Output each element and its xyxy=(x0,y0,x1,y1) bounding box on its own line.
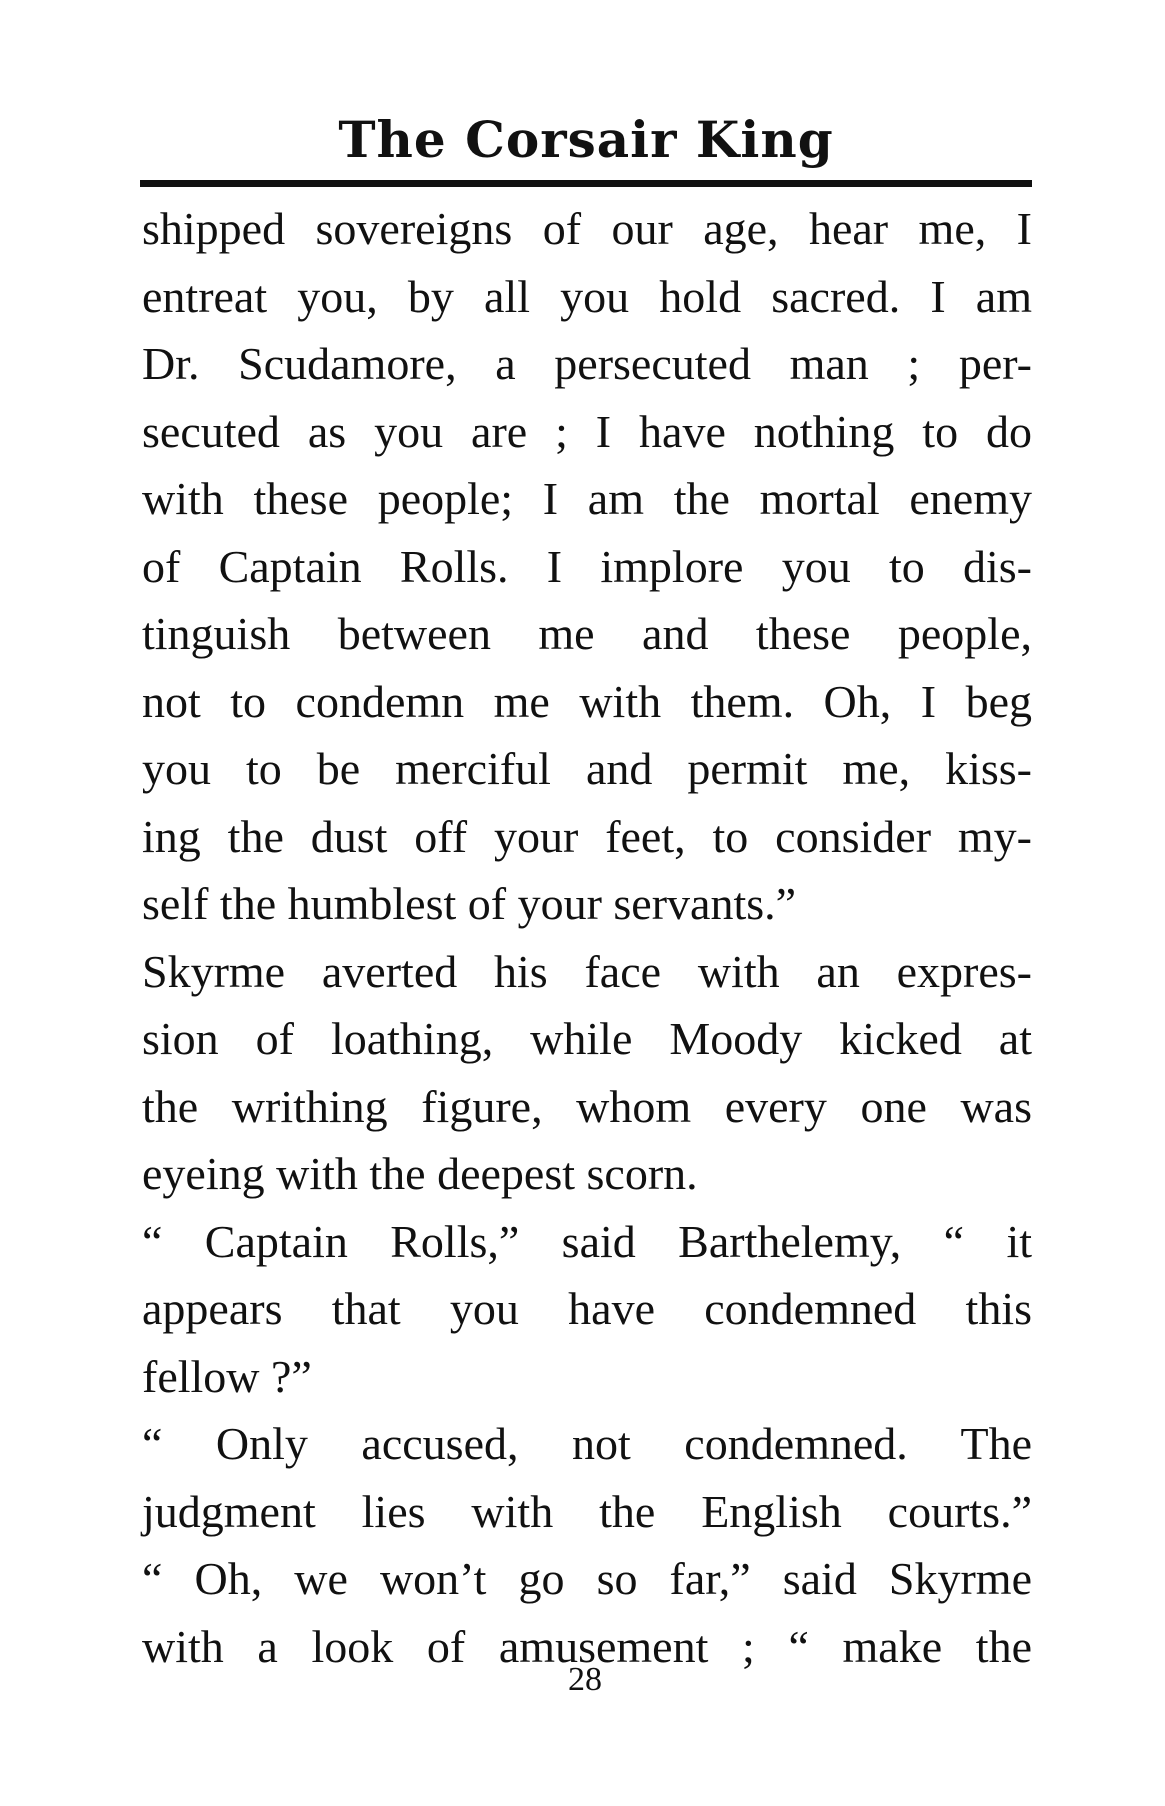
text-line: ing the dust off your feet, to consider my- xyxy=(142,810,1032,862)
text-line: shipped sovereigns of our age, hear me, I xyxy=(142,203,1032,254)
running-head-title: The Corsair King xyxy=(338,110,834,169)
page-number: 28 xyxy=(568,1661,602,1698)
text-line: not to condemn me with them. Oh, I beg xyxy=(142,675,1032,727)
text-line: self the humblest of your servants.” xyxy=(142,878,797,929)
text-line: judgment lies with the English courts.” xyxy=(142,1485,1032,1537)
text-line: with these people; I am the mortal enemy xyxy=(142,473,1032,524)
text-line: with a look of amusement ; “ make the xyxy=(142,1620,1032,1672)
text-line: entreat you, by all you hold sacred. I am xyxy=(142,270,1032,322)
text-line: “ Only accused, not condemned. The xyxy=(142,1418,1032,1469)
text-line: the writhing figure, whom every one was xyxy=(142,1080,1032,1132)
text-line: “ Captain Rolls,” said Barthelemy, “ it xyxy=(142,1215,1032,1267)
header-rule xyxy=(140,180,1032,187)
text-line: sion of loathing, while Moody kicked at xyxy=(142,1013,1032,1064)
text-line: Skyrme averted his face with an expres- xyxy=(142,945,1032,997)
text-line: “ Oh, we won’t go so far,” said Skyrme xyxy=(142,1553,1032,1604)
text-line: you to be merciful and permit me, kiss- xyxy=(142,743,1032,794)
text-line: Dr. Scudamore, a persecuted man ; per- xyxy=(142,338,1032,389)
text-line: eyeing with the deepest scorn. xyxy=(142,1148,698,1199)
text-line: appears that you have condemned this xyxy=(142,1283,1032,1334)
body-text xyxy=(142,195,1032,1680)
text-line: secuted as you are ; I have nothing to do xyxy=(142,405,1032,457)
text-line: tinguish between me and these people, xyxy=(142,608,1032,659)
text-line: fellow ?” xyxy=(142,1350,312,1402)
text-line: of Captain Rolls. I implore you to dis- xyxy=(142,540,1032,592)
